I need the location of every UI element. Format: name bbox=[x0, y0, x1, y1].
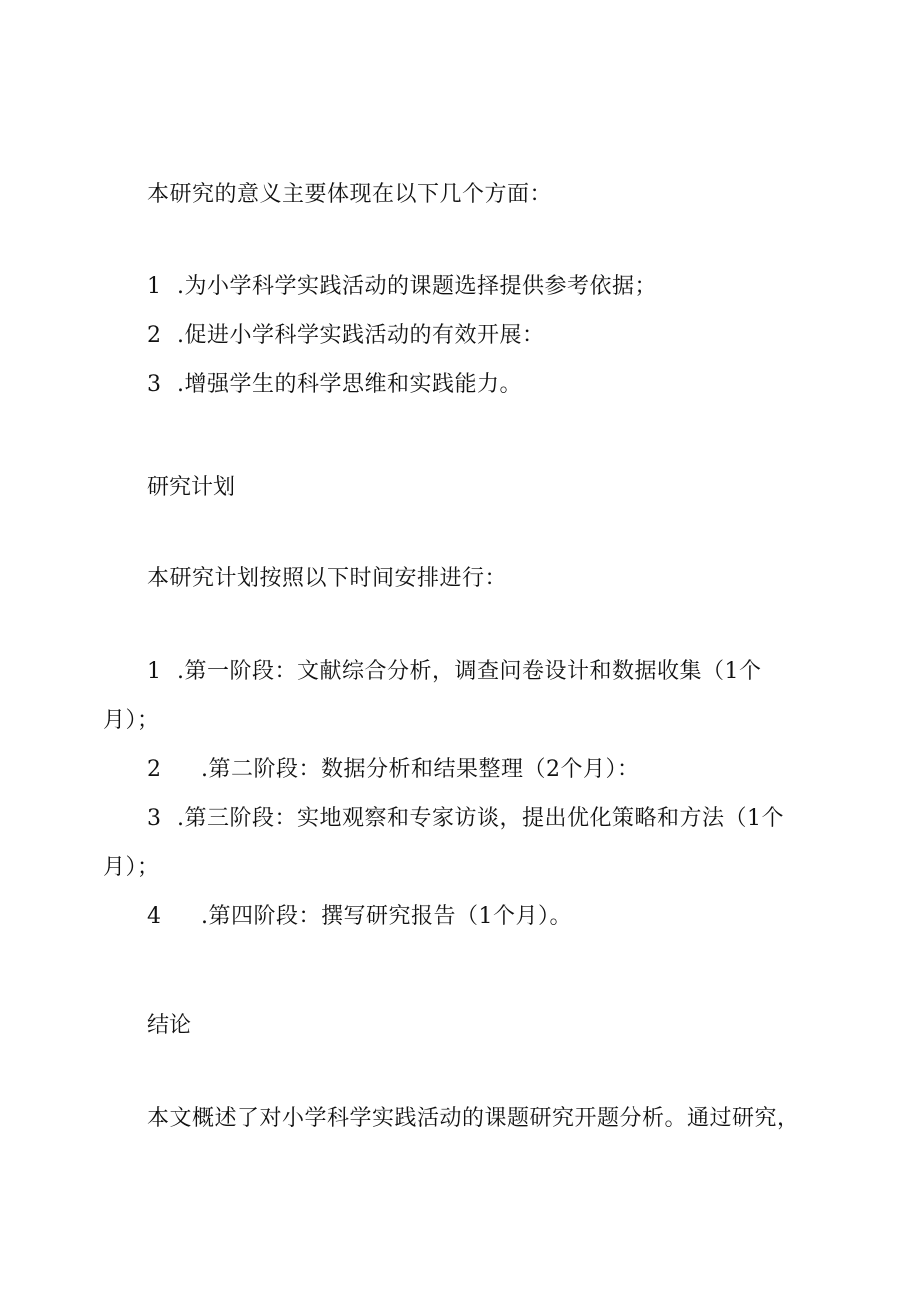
item-text: .第三阶段：实地观察和专家访谈，提出优化策略和方法（1个 bbox=[177, 806, 784, 831]
plan-item-2 bbox=[147, 755, 640, 785]
section-heading-plan: 研究计划 bbox=[147, 475, 236, 500]
item-number: 2 bbox=[147, 757, 162, 782]
item-number: 3 bbox=[147, 372, 162, 397]
plan-item-1-continuation: 月）； bbox=[103, 708, 160, 733]
section-heading-conclusion: 结论 bbox=[147, 1013, 192, 1038]
plan-item-4 bbox=[147, 902, 572, 932]
item-text: .促进小学科学实践活动的有效开展： bbox=[177, 323, 545, 348]
plan-item-3 bbox=[147, 804, 784, 834]
item-text: .增强学生的科学思维和实践能力。 bbox=[177, 372, 522, 397]
plan-item-1 bbox=[147, 657, 762, 687]
conclusion-text: 本文概述了对小学科学实践活动的课题研究开题分析。通过研究， bbox=[147, 1106, 800, 1131]
item-number: 2 bbox=[147, 323, 162, 348]
item-text: .第四阶段：撰写研究报告（1个月）。 bbox=[201, 904, 572, 929]
item-text: .为小学科学实践活动的课题选择提供参考依据； bbox=[177, 274, 657, 299]
item-number: 3 bbox=[147, 806, 162, 831]
significance-intro: 本研究的意义主要体现在以下几个方面： bbox=[147, 182, 553, 207]
significance-item-3 bbox=[147, 370, 522, 400]
plan-item-3-continuation: 月）； bbox=[103, 855, 160, 880]
item-number: 1 bbox=[147, 274, 162, 299]
significance-item-2 bbox=[147, 321, 545, 351]
item-number: 4 bbox=[147, 904, 162, 929]
significance-item-1 bbox=[147, 272, 657, 302]
item-text: .第一阶段：文献综合分析，调查问卷设计和数据收集（1个 bbox=[177, 659, 762, 684]
plan-intro: 本研究计划按照以下时间安排进行： bbox=[147, 566, 508, 591]
item-text: .第二阶段：数据分析和结果整理（2个月）： bbox=[201, 757, 640, 782]
item-number: 1 bbox=[147, 659, 162, 684]
